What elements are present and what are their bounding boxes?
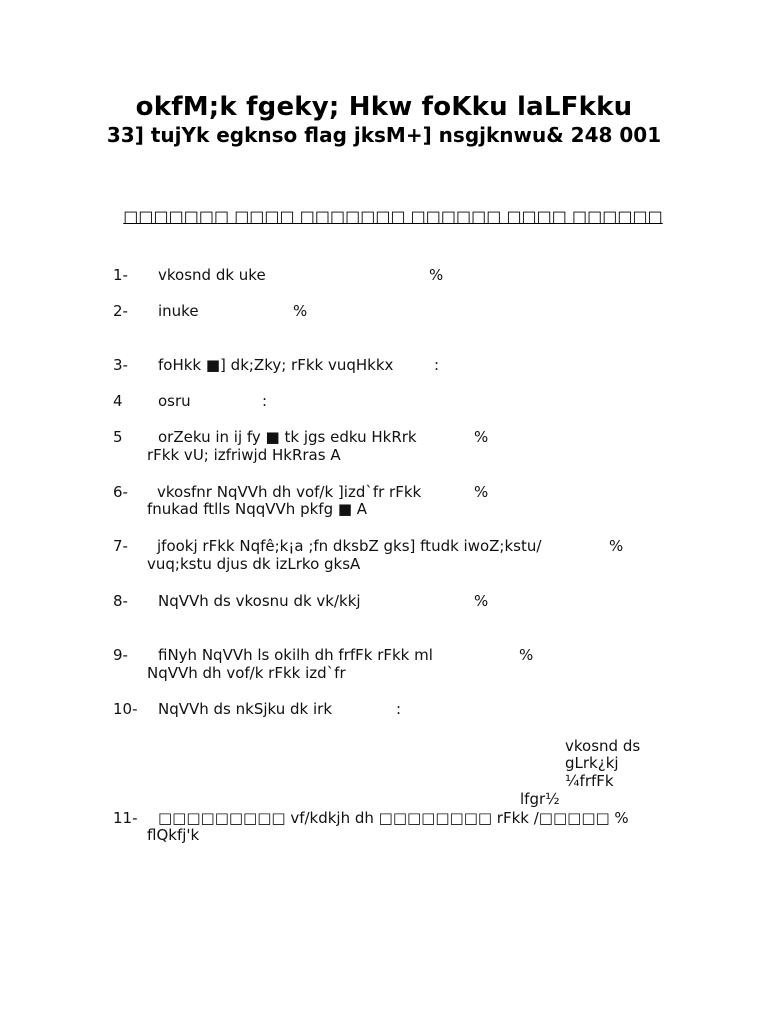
- item-label-continued: NqVVh dh vof/k rFkk izd`fr: [147, 664, 346, 682]
- item-separator: %: [474, 428, 489, 446]
- item-number: 9-: [113, 646, 128, 664]
- item-number: 11-: [113, 809, 138, 827]
- form-title: □□□□□□□ □□□□ □□□□□□□ □□□□□□ □□□□ □□□□□□: [123, 207, 663, 226]
- item-label: vkosnd dk uke: [158, 266, 266, 284]
- institute-address: 33] tujYk egknso flag jksM+] nsgjknwu& 248 001: [106, 123, 662, 147]
- signature-line-4: lfgr½: [520, 790, 560, 808]
- signature-line-2: gLrk¿kj: [565, 754, 619, 772]
- signature-line-3: ¼frfFk: [565, 772, 614, 790]
- item-number: 7-: [113, 537, 128, 555]
- item-number: 2-: [113, 302, 128, 320]
- item-label-continued: rFkk vU; izfriwjd HkRras A: [147, 446, 341, 464]
- item-label: fiNyh NqVVh ls okilh dh frfFk rFkk ml: [158, 646, 433, 664]
- institute-title: okfM;k fgeky; Hkw foKku laLFkku: [135, 92, 633, 122]
- item-label-continued: flQkfj'k: [147, 826, 200, 844]
- item-label-continued: vuq;kstu djus dk izLrko gksA: [147, 555, 361, 573]
- item-number: 3-: [113, 356, 128, 374]
- item-number: 10-: [113, 700, 138, 718]
- item-label: NqVVh ds nkSjku dk irk: [158, 700, 333, 718]
- item-number: 8-: [113, 592, 128, 610]
- item-number: 1-: [113, 266, 128, 284]
- item-separator: %: [609, 537, 624, 555]
- item-label: orZeku in ij fy ■ tk jgs edku HkRrk: [158, 428, 417, 446]
- item-number: 6-: [113, 483, 128, 501]
- item-separator: :: [396, 700, 402, 718]
- item-label-continued: fnukad ftlls NqqVVh pkfg ■ A: [147, 500, 368, 518]
- item-separator: :: [434, 356, 440, 374]
- item-label: jfookj rFkk Nqfê;k¡a ;fn dksbZ gks] ftudk iwoZ;kstu/: [157, 537, 542, 555]
- item-separator: %: [429, 266, 444, 284]
- item-separator: %: [519, 646, 534, 664]
- item-label: inuke: [158, 302, 199, 320]
- item-label: foHkk ■] dk;Zky; rFkk vuqHkkx: [158, 356, 394, 374]
- item-number: 4: [113, 392, 123, 410]
- item-label: NqVVh ds vkosnu dk vk/kkj: [158, 592, 361, 610]
- item-label: □□□□□□□□□ vf/kdkjh dh □□□□□□□□ rFkk /□□□□□ %: [158, 809, 629, 827]
- item-separator: :: [262, 392, 268, 410]
- signature-line-1: vkosnd ds: [565, 737, 641, 755]
- item-separator: %: [293, 302, 308, 320]
- item-separator: %: [474, 483, 489, 501]
- item-label: osru: [158, 392, 191, 410]
- item-number: 5: [113, 428, 123, 446]
- item-separator: %: [474, 592, 489, 610]
- item-label: vkosfnr NqVVh dh vof/k ]izd`fr rFkk: [157, 483, 422, 501]
